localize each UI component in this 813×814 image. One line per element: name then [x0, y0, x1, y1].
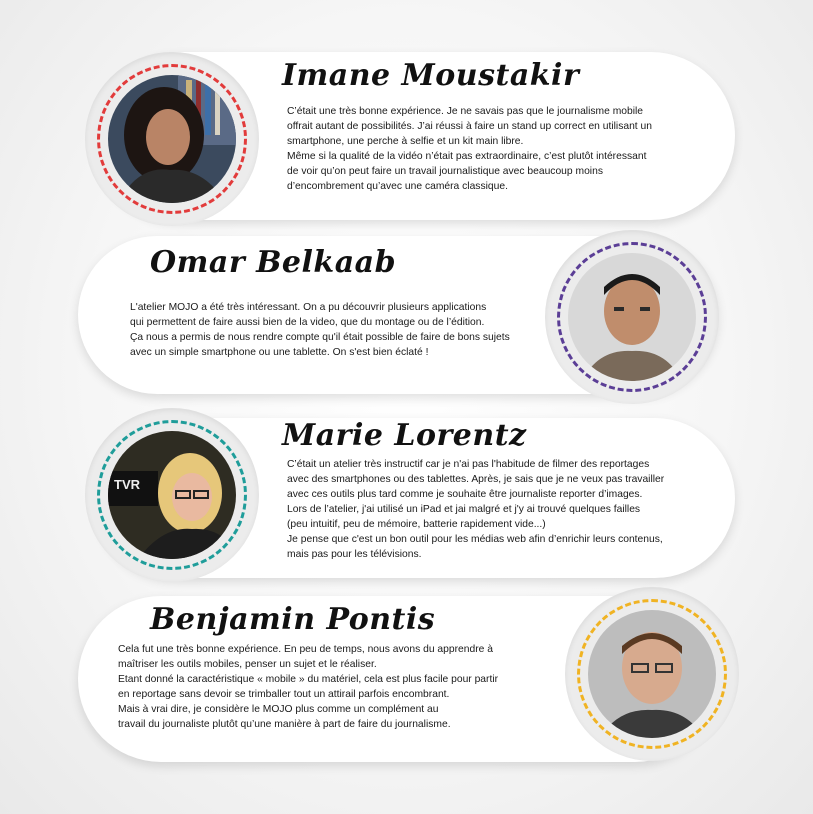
photo-frame-benjamin — [565, 587, 739, 761]
person-name-omar: Omar Belkaab — [150, 245, 397, 280]
avatar-omar — [568, 253, 696, 381]
photo-frame-marie — [85, 408, 259, 582]
avatar-benjamin — [588, 610, 716, 738]
person-name-benjamin: Benjamin Pontis — [150, 602, 436, 637]
avatar-imane — [108, 75, 236, 203]
avatar-marie — [108, 431, 236, 559]
testimonial-text-benjamin: Cela fut une très bonne expérience. En peu de temps, nous avons du apprendre à maîtriser les outils mobiles, penser un sujet et le réaliser. Etant donné la caractéristique « mobile » du matériel, cela est plus facile pour partir en reportage sans devoir se trimballer tout un attirail parfois encombrant. Mais à vrai dire, je considère le MOJO plus comme un complément au travail du journaliste plutôt qu’une manière à part de faire du journalisme. — [118, 644, 499, 730]
testimonial-text-imane: C’était une très bonne expérience. Je ne savais pas que le journalisme mobile offrait autant de possibilités. J’ai réussi à faire un stand up correct en utilisant un smartphone, une perche à selfie et un kit main libre. Même si la qualité de la vidéo n’était pas extraordinaire, c’est plutôt intéressant de voir qu’on peut faire un travail journalistique avec beaucoup moins d’encombrement qu’avec une caméra classique. — [287, 106, 652, 192]
person-name-imane: Imane Moustakir — [282, 58, 580, 93]
testimonial-text-omar: L'atelier MOJO a été très intéressant. On a pu découvrir plusieurs applications qui permettent de faire aussi bien de la video, que du montage ou de l’édition. Ça nous a permis de nous rendre compte qu'il était possible de faire de bons sujets avec un simple smartphone ou une tablette. On s'est bien éclaté ! — [130, 302, 510, 358]
testimonial-text-marie: C’était un atelier très instructif car je n'ai pas l'habitude de filmer des reportages avec des smartphones ou des tablettes. Après, je sais que je ne veux pas travailler avec ces outils plus tard comme je souhaite être journaliste reporter d’images. Lors de l’atelier, j'ai utilisé un iPad et jai malgré et j'y ai trouvé quelques failles (peu intuitif, peu de mémoire, batterie rapidement vide...) Je pense que c'est un bon outil pour les médias web afin d’enrichir leurs contenus, mais pas pour les télévisions. — [287, 459, 665, 560]
person-name-marie: Marie Lorentz — [282, 418, 527, 453]
photo-frame-omar — [545, 230, 719, 404]
svg-text:TVR: TVR — [114, 477, 140, 492]
photo-frame-imane — [85, 52, 259, 226]
